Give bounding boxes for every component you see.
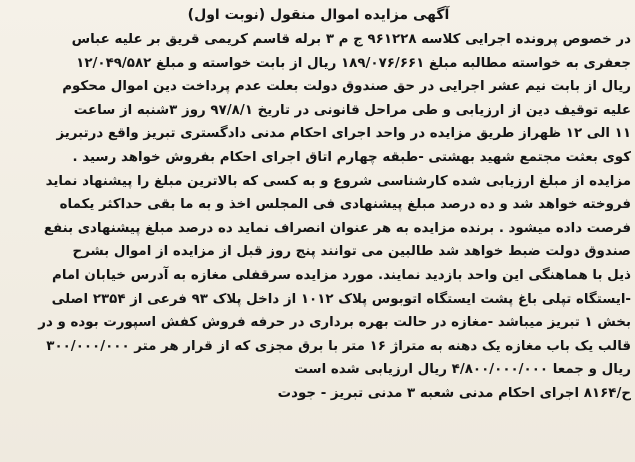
notice-line: مزایده از مبلغ ارزیابی شده کارشناسی شروع و به کسی که بالاترین مبلغ را پیشنهاد نماید	[45, 173, 631, 189]
notice-line: -ایستگاه تپلی باغ پشت ایستگاه اتوبوس پلاک ۱۰۱۲ از داخل پلاک ۹۳ فرعی از ۲۳۵۴ اصلی	[51, 291, 631, 307]
notice-line: ۱۱ الی ۱۲ ظهراز طریق مزایده در واحد اجرای احکام مدنی دادگستری تبریز واقع درتبریز	[56, 126, 631, 142]
notice-body	[6, 28, 631, 406]
notice-line: علیه توقیف دین از ارزیابی و طی مراحل قانونی در تاریخ ۹۷/۸/۱ روز ۳شنبه از ساعت	[73, 102, 631, 118]
notice-line: جعفری به خواسته مطالبه مبلغ ۱۸۹/۰۷۶/۶۶۱ ریال از بابت خواسته و مبلغ ۱۲/۰۴۹/۵۸۲	[76, 55, 631, 71]
notice-line: کوی بعثت مجتمع شهید بهشتی -طبقه چهارم اتاق اجرای احکام بفروش خواهد رسید .	[72, 149, 631, 165]
notice-line: در خصوص پرونده اجرایی کلاسه ۹۶۱۲۲۸ ج م ۳ برله قاسم کریمی قریق بر علیه عباس	[71, 32, 631, 47]
notice-line: ریال و جمعا ۴/۸۰۰/۰۰۰/۰۰۰ ریال ارزیابی شده است	[294, 362, 631, 378]
notice-title: آگهی مزایده اموال منقول (نوبت اول)	[187, 7, 450, 23]
notice-line: ذیل با هماهنگی این واحد بازدید نمایند. مورد مزایده سرقفلی مغازه به آدرس خیابان امام	[52, 267, 631, 283]
notice-signature: ح/۸۱۶۴ اجرای احکام مدنی شعبه ۳ مدنی تبریز - جودت	[277, 385, 631, 401]
notice-line: فروخته خواهد شد و ده درصد مبلغ پیشنهادی فی المجلس اخذ و به ما بقی حداکثر یکماه	[59, 197, 631, 213]
notice-line: بخش ۱ تبریز میباشد -مغازه در حالت بهره برداری در حرفه فروش کفش اسپورت بوده و در	[38, 315, 631, 331]
notice-line: قالب یک باب مغازه یک دهنه به متراژ ۱۶ متر با برق مجزی که از قرار هر متر ۳۰۰/۰۰۰/۰۰۰	[46, 338, 631, 354]
notice-line: صندوق دولت ضبط خواهد شد طالبین می توانند پنج روز قبل از مزایده از اموال بشرح	[72, 244, 631, 260]
notice-line: فرصت داده میشود . برنده مزایده به هر عنوان انصراف نماید ده درصد مبلغ پیشنهادی بنفع	[43, 220, 631, 236]
notice-line: ریال از بابت نیم عشر اجرایی در حق صندوق دولت بعلت عدم پرداخت دین اموال محکوم	[62, 79, 631, 95]
